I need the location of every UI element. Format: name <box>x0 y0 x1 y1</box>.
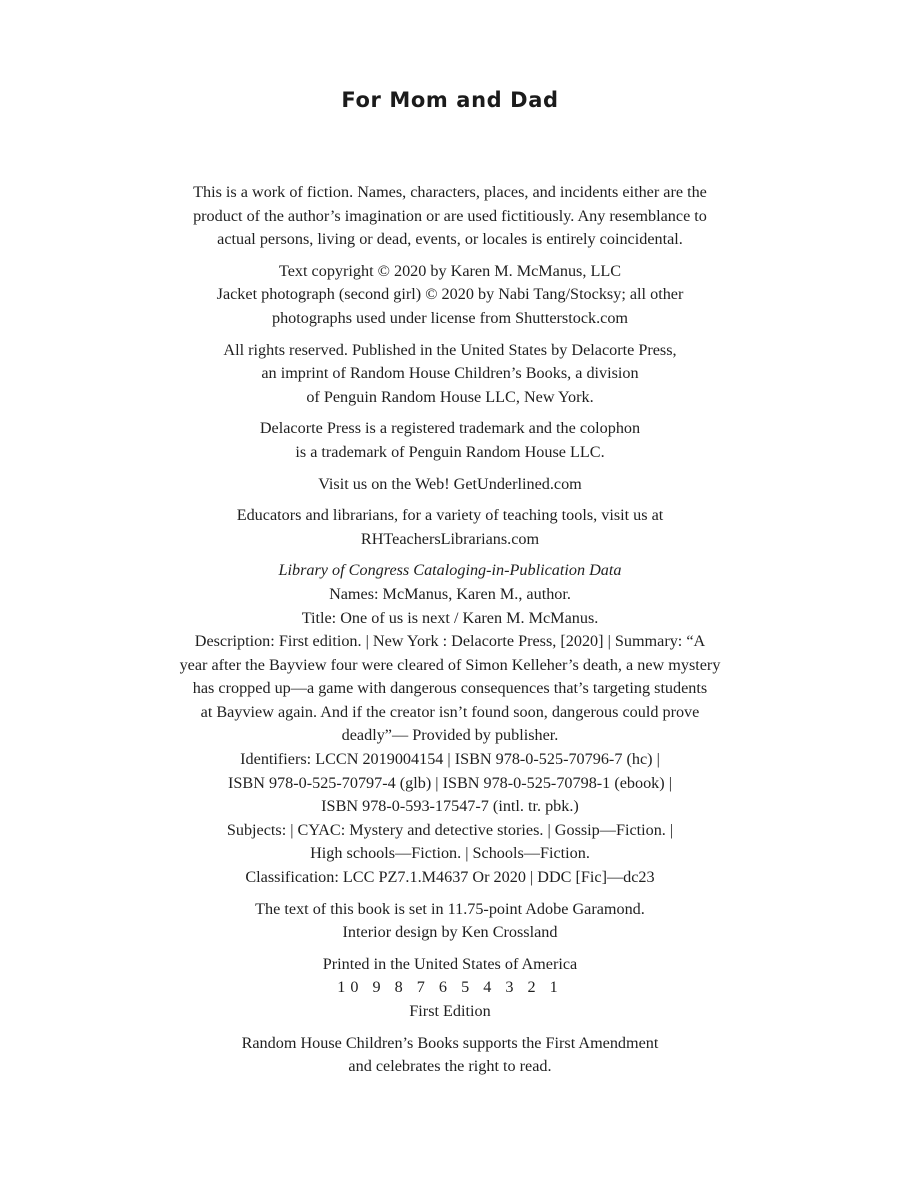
edition: First Edition <box>409 1002 491 1020</box>
first-amendment-notice <box>110 1032 790 1079</box>
cip-line: ISBN 978-0-525-70797-4 (glb) | ISBN 978-0-525-70798-1 (ebook) | <box>228 773 672 792</box>
cip-line: Description: First edition. | New York : Delacorte Press, [2020] | Summary: “A <box>194 632 706 651</box>
educators-notice <box>110 504 790 551</box>
educators-line: RHTeachersLibrarians.com <box>360 529 540 548</box>
copyright-line: Jacket photograph (second girl) © 2020 by Nabi Tang/Stocksy; all other <box>216 285 684 304</box>
cip-line: year after the Bayview four were cleared of Simon Kelleher’s death, a new mystery <box>179 655 721 674</box>
cip-line: deadly”— Provided by publisher. <box>341 726 559 745</box>
trademark-notice <box>110 417 790 464</box>
typeface-notice <box>110 898 790 945</box>
typeface-line: Interior design by Ken Crossland <box>342 923 558 942</box>
cip-line: has cropped up—a game with dangerous consequences that’s targeting students <box>192 679 708 698</box>
cip-line: Title: One of us is next / Karen M. McManus. <box>301 608 599 627</box>
educators-line: Educators and librarians, for a variety of teaching tools, visit us at <box>236 506 664 525</box>
cip-line: Identifiers: LCCN 2019004154 | ISBN 978-0-525-70796-7 (hc) | <box>240 750 660 769</box>
cip-line: at Bayview again. And if the creator isn’t found soon, dangerous could prove <box>200 702 700 721</box>
disclaimer-line: actual persons, living or dead, events, or locales is entirely coincidental. <box>217 230 683 249</box>
cip-line: Classification: LCC PZ7.1.M4637 Or 2020 | DDC [Fic]—dc23 <box>245 868 655 887</box>
disclaimer-line: This is a work of fiction. Names, characters, places, and incidents either are the <box>193 183 707 201</box>
rights-reserved <box>110 339 790 410</box>
cip-line: Subjects: | CYAC: Mystery and detective stories. | Gossip—Fiction. | <box>226 820 674 839</box>
amendment-line: and celebrates the right to read. <box>348 1057 552 1076</box>
printing-numbers: 10 9 8 7 6 5 4 3 2 1 <box>337 978 563 997</box>
copyright-notice <box>110 260 790 331</box>
cip-line: ISBN 978-0-593-17547-7 (intl. tr. pbk.) <box>321 797 579 816</box>
copyright-line: photographs used under license from Shutterstock.com <box>271 308 629 327</box>
trademark-line: Delacorte Press is a registered trademark and the colophon <box>259 419 641 438</box>
rights-line: All rights reserved. Published in the United States by Delacorte Press, <box>223 340 677 359</box>
dedication: For Mom and Dad <box>341 88 559 112</box>
cip-line: High schools—Fiction. | Schools—Fiction. <box>310 844 590 863</box>
fiction-disclaimer <box>110 181 790 252</box>
rights-line: of Penguin Random House LLC, New York. <box>306 387 594 406</box>
copyright-line: Text copyright © 2020 by Karen M. McManus, LLC <box>278 261 622 280</box>
cip-heading: Library of Congress Cataloging-in-Publication Data <box>278 561 622 580</box>
cip-data <box>110 559 790 889</box>
amendment-line: Random House Children’s Books supports the First Amendment <box>241 1033 659 1052</box>
typeface-line: The text of this book is set in 11.75-point Adobe Garamond. <box>255 899 645 918</box>
website-line: Visit us on the Web! GetUnderlined.com <box>318 474 582 493</box>
disclaimer-line: product of the author’s imagination or are used fictitiously. Any resemblance to <box>193 206 707 225</box>
copyright-text <box>110 181 790 1087</box>
printing-info <box>110 953 790 1024</box>
trademark-line: is a trademark of Penguin Random House LLC. <box>295 442 605 461</box>
rights-line: an imprint of Random House Children’s Books, a division <box>261 364 639 383</box>
website-notice <box>110 473 790 497</box>
cip-line: Names: McManus, Karen M., author. <box>329 584 571 603</box>
printed-country: Printed in the United States of America <box>322 954 578 973</box>
